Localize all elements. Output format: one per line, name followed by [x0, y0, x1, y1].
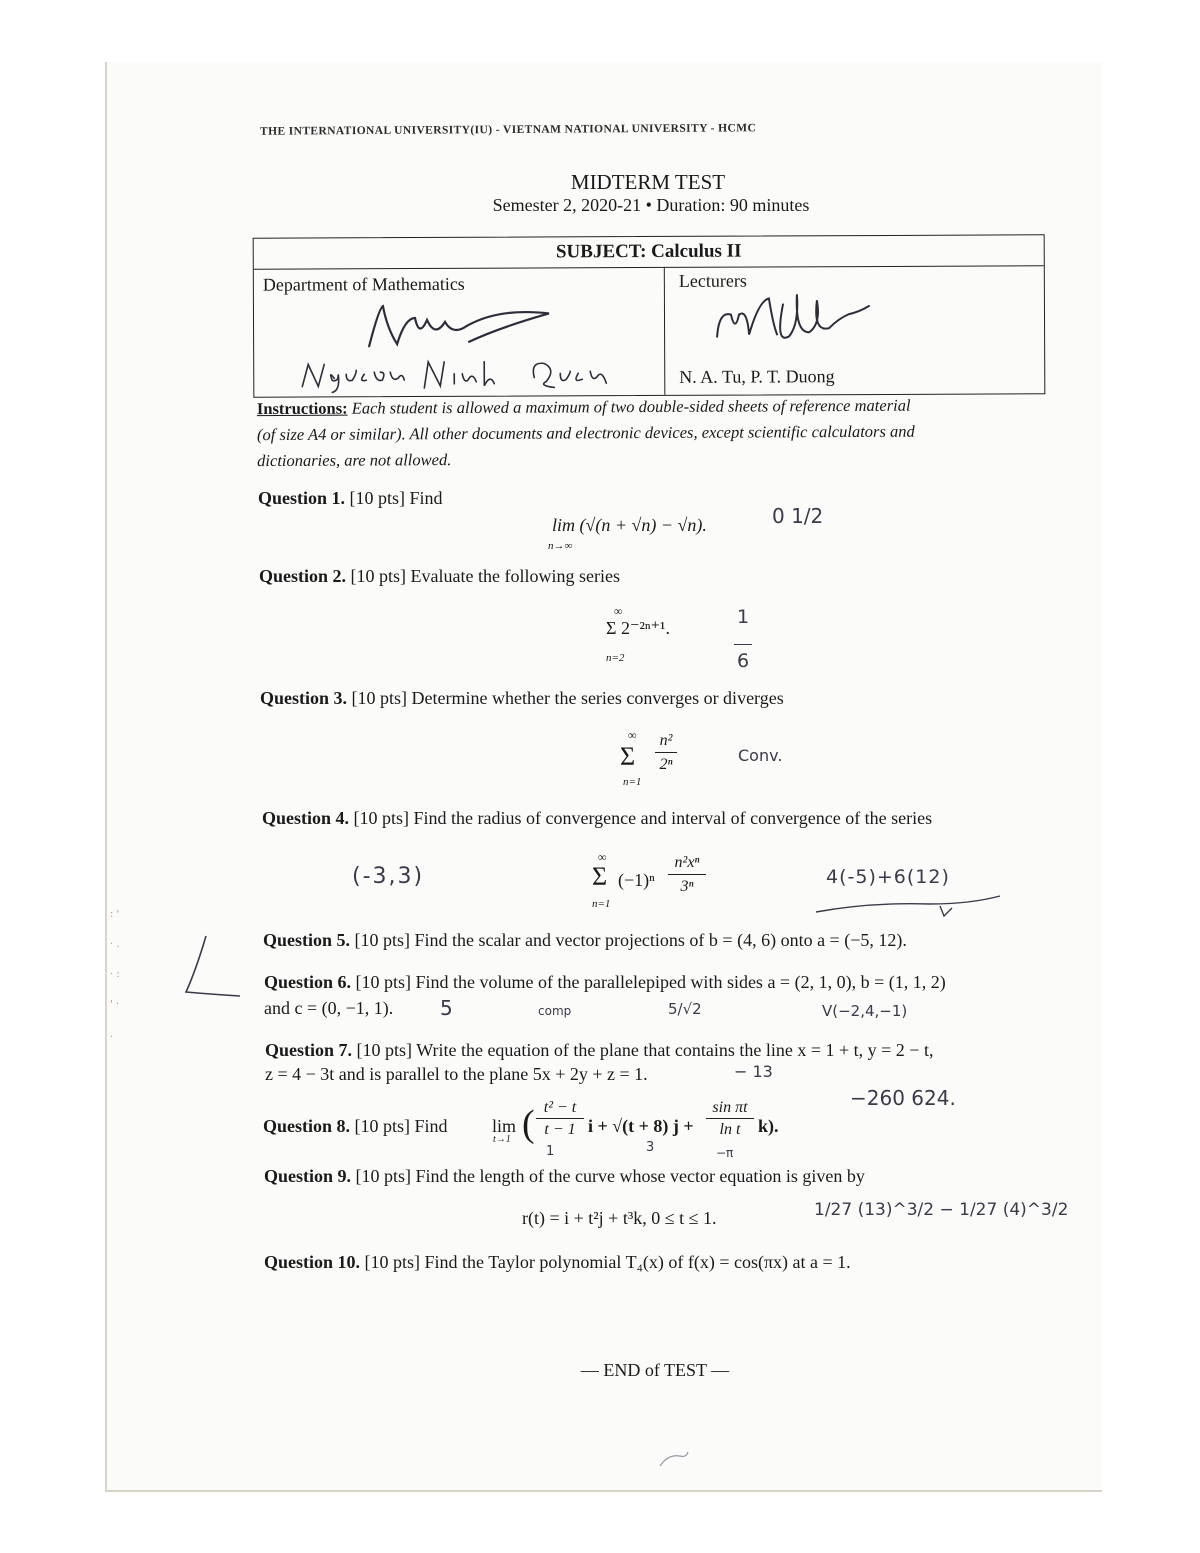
- question-1-limit-subscript: n→∞: [548, 540, 573, 552]
- question-7-handwritten-work: −260 624.: [850, 1086, 956, 1110]
- question-1-formula: lim (√(n + √n) − √n).: [552, 515, 707, 535]
- question-3-handwritten-answer: Conv.: [738, 746, 783, 765]
- question-9-handwritten-answer: 1/27 (13)^3/2 − 1/27 (4)^3/2: [814, 1200, 1069, 1220]
- question-4-handwritten-interval: (-3,3): [352, 864, 425, 889]
- question-2: Question 2. [10 pts] Evaluate the following series: [259, 566, 620, 586]
- instructions-line1: Each student is allowed a maximum of two double-sided sheets of reference material: [351, 395, 911, 418]
- page-subtitle: Semester 2, 2020-21 • Duration: 90 minutes: [492, 195, 810, 215]
- margin-check-mark: [178, 930, 248, 1000]
- lecturers-label: Lecturers: [678, 270, 747, 291]
- question-2-sum-bottom: n=2: [606, 652, 625, 664]
- institution-header: THE INTERNATIONAL UNIVERSITY(IU) - VIETNAM NATIONAL UNIVERSITY - HCMC: [259, 122, 757, 138]
- question-3-sum-sign: Σ: [620, 742, 636, 771]
- margin-marks: : ' · . · : ' · .: [110, 909, 120, 1040]
- question-8-middle: i + √(t + 8) j +: [588, 1116, 694, 1136]
- question-7-handwritten-answer: − 13: [734, 1062, 773, 1081]
- info-table: [253, 234, 1046, 397]
- question-8-tail: k).: [758, 1116, 779, 1136]
- question-6-continued: and c = (0, −1, 1).: [264, 998, 394, 1018]
- question-8-lim: lim: [492, 1116, 517, 1136]
- question-2-handwritten-answer: 1 6: [734, 606, 752, 672]
- question-4-sum-sign: Σ: [592, 862, 608, 891]
- question-1: Question 1. [10 pts] Find: [258, 488, 443, 508]
- question-9-formula: r(t) = i + t²j + t³k, 0 ≤ t ≤ 1.: [522, 1208, 717, 1228]
- column-divider: [664, 267, 666, 395]
- question-4-sum-top: ∞: [598, 850, 607, 864]
- question-3-sum-bottom: n=1: [623, 776, 642, 788]
- instructions-label: Instructions:: [256, 398, 348, 419]
- question-6-handwritten-fraction: 5/√2: [668, 1000, 702, 1018]
- page-title: MIDTERM TEST: [570, 170, 726, 194]
- end-of-test: — END of TEST —: [580, 1360, 730, 1380]
- question-8-lim-subscript: t→1: [493, 1134, 511, 1145]
- question-3-sum-top: ∞: [628, 728, 637, 742]
- question-5: Question 5. [10 pts] Find the scalar and vector projections of b = (4, 6) onto a = (−5, 12).: [263, 930, 907, 950]
- question-2-formula: Σ 2⁻²ⁿ⁺¹.: [606, 618, 670, 638]
- question-8-handwritten-2: 3: [646, 1140, 655, 1155]
- question-6-handwritten-vector: V(−2,4,−1): [822, 1002, 908, 1020]
- question-1-handwritten-answer: 0 1/2: [772, 504, 824, 528]
- subject-title: SUBJECT: Calculus II: [254, 235, 1044, 269]
- department-label: Department of Mathematics: [262, 273, 465, 295]
- question-8-handwritten-1: 1: [546, 1144, 555, 1159]
- lecturers-names: N. A. Tu, P. T. Duong: [679, 366, 835, 387]
- question-8-handwritten-3: −π: [716, 1146, 734, 1160]
- question-4: Question 4. [10 pts] Find the radius of convergence and interval of convergence of the series: [262, 808, 933, 828]
- question-6: Question 6. [10 pts] Find the volume of the parallelepiped with sides a = (2, 1, 0), b = (1, 1, 2): [264, 972, 946, 992]
- question-8: Question 8. [10 pts] Find: [263, 1116, 448, 1136]
- department-signature: [349, 297, 569, 358]
- question-6-handwritten-comp: comp: [538, 1004, 572, 1018]
- instructions-line2: (of size A4 or similar). All other documents and electronic devices, except scientific calculators and: [256, 421, 915, 445]
- question-8-left-paren: (: [522, 1103, 535, 1145]
- question-8-fraction-1: t² − t t − 1: [536, 1098, 584, 1158]
- question-2-sum-top: ∞: [614, 604, 623, 618]
- lecturers-signature: [709, 284, 899, 355]
- question-4-handwritten-work: 4(-5)+6(12): [826, 866, 950, 888]
- question-4-handwritten-underline: [810, 892, 1010, 922]
- question-7-continued: z = 4 − 3t and is parallel to the plane 5x + 2y + z = 1.: [265, 1064, 648, 1084]
- department-signer-handwriting: [294, 355, 624, 396]
- stray-pen-mark: [654, 1448, 694, 1472]
- question-3: Question 3. [10 pts] Determine whether the series converges or diverges: [260, 688, 784, 708]
- instructions-line3: dictionaries, are not allowed.: [257, 450, 452, 471]
- question-6-handwritten-answer: 5: [440, 996, 453, 1020]
- question-9: Question 9. [10 pts] Find the length of the curve whose vector equation is given by: [264, 1166, 865, 1186]
- question-4-sum-bottom: n=1: [592, 898, 611, 910]
- question-8-fraction-2: sin πt ln t: [706, 1098, 754, 1158]
- instructions: [257, 392, 1057, 474]
- question-3-fraction: n² 2ⁿ: [655, 730, 677, 796]
- question-4-term: (−1)ⁿ: [618, 870, 655, 890]
- question-4-fraction: n²xⁿ 3ⁿ: [668, 852, 706, 918]
- question-10: Question 10. [10 pts] Find the Taylor polynomial T₄(x) of f(x) = cos(πx) at a = 1.: [264, 1252, 851, 1272]
- question-7: Question 7. [10 pts] Write the equation of the plane that contains the line x = 1 + t, y = 2 − t,: [265, 1040, 934, 1060]
